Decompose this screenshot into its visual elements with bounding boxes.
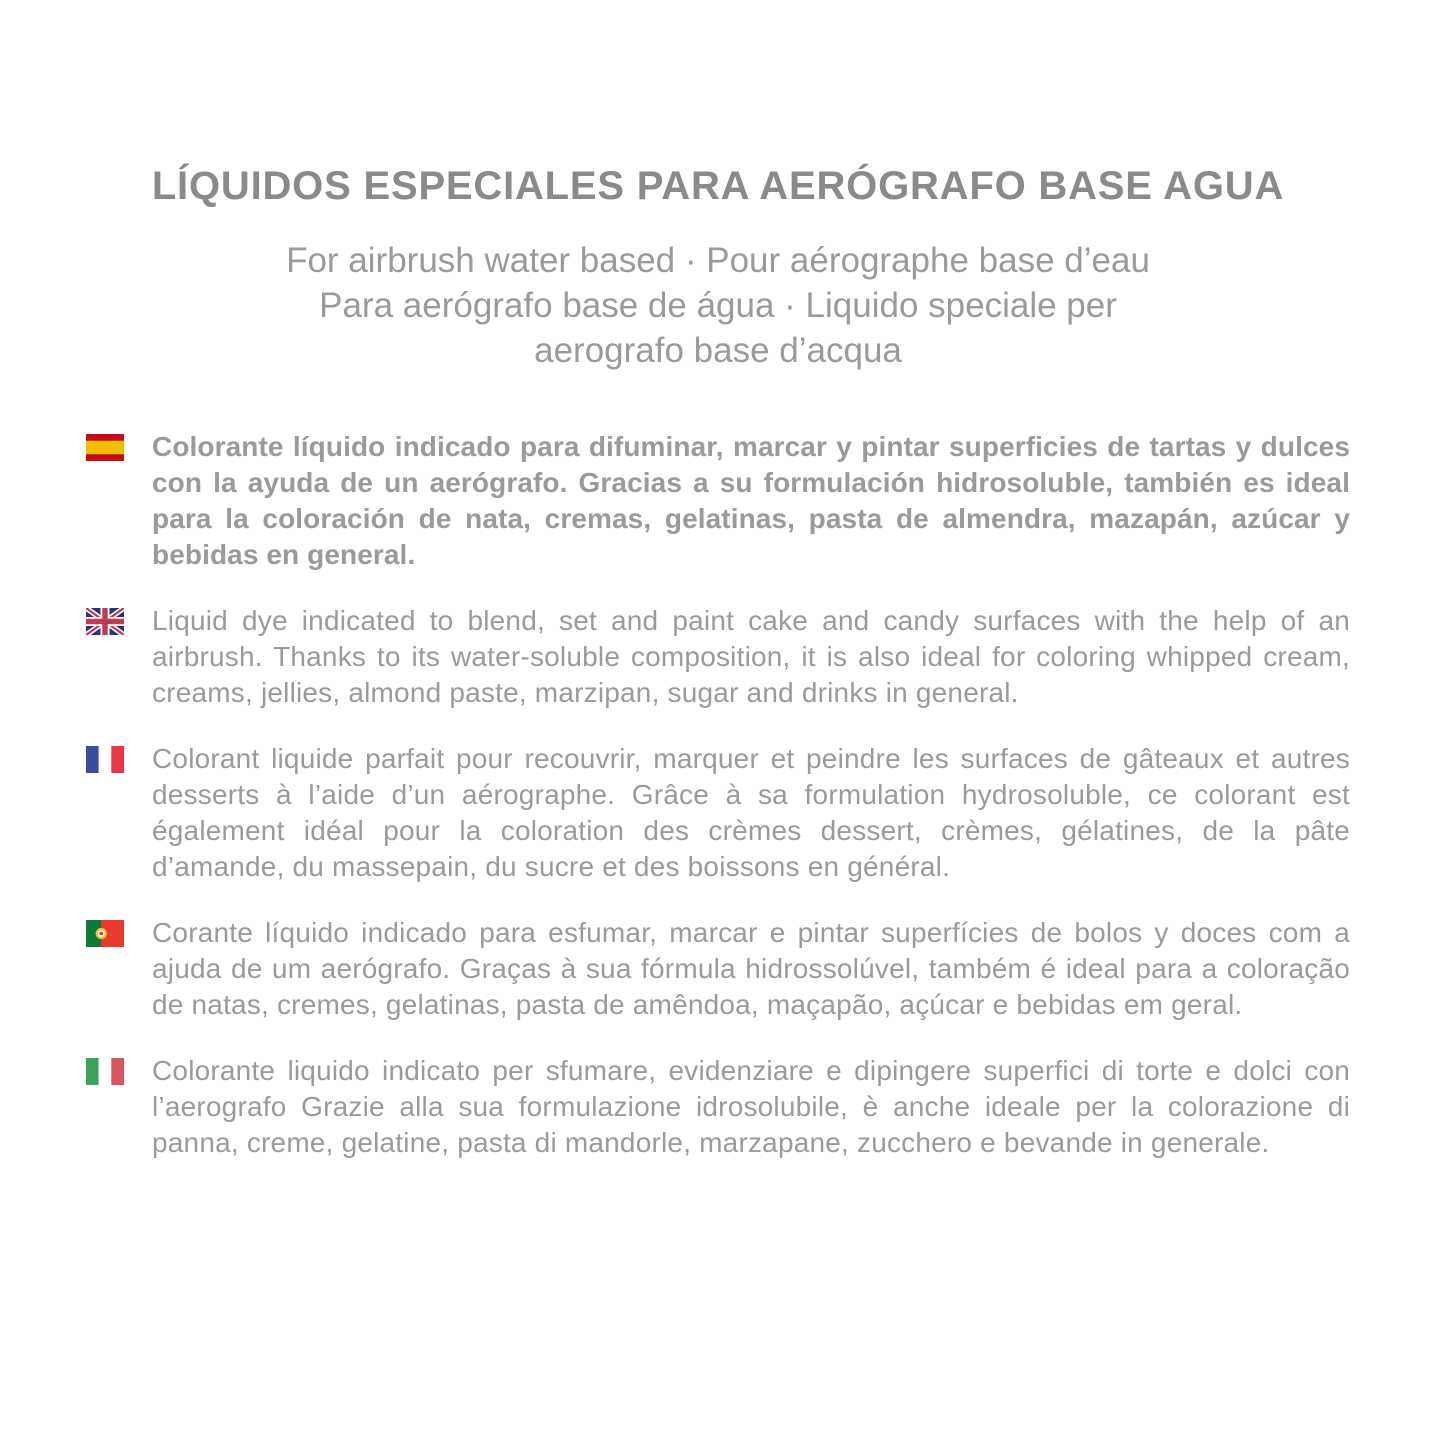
italy-flag-icon: [86, 1058, 124, 1085]
uk-flag-icon: [86, 608, 124, 635]
subtitle-line-2: Para aerógrafo base de água · Liquido speciale per: [319, 286, 1117, 325]
description-text-french: Colorant liquide parfait pour recouvrir, marquer et peindre les surfaces de gâteaux et autres desserts à l’aide d’un aérographe. Grâce à sa formulation hydrosoluble, ce colorant est également idéal pour la coloration des crèmes dessert, crèmes, gélatines, de la pâte d’amande, du massepain, du sucre et des boissons en général.: [152, 743, 1350, 882]
descriptions-list: [86, 429, 1350, 1161]
description-text-italian: Colorante liquido indicato per sfumare, evidenziare e dipingere superfici di torte e dolci con l’aerografo Grazie alla sua formulazione idrosolubile, è anche ideale per la colorazione di panna, creme, gelatine, pasta di mandorle, marzapane, zucchero e bevande in generale.: [152, 1055, 1350, 1158]
description-portuguese: [86, 915, 1350, 1023]
subtitle: [86, 238, 1350, 373]
portugal-flag-icon: [86, 920, 124, 947]
page-title: LÍQUIDOS ESPECIALES PARA AERÓGRAFO BASE AGUA: [151, 164, 1285, 208]
description-text-english: Liquid dye indicated to blend, set and paint cake and candy surfaces with the help of an airbrush. Thanks to its water-soluble composition, it is also ideal for coloring whipped cream, creams, jellies, almond paste, marzipan, sugar and drinks in general.: [152, 605, 1350, 708]
subtitle-line-1: For airbrush water based · Pour aérographe base d’eau: [286, 241, 1150, 280]
subtitle-line-3: aerografo base d’acqua: [534, 331, 902, 370]
description-spanish: [86, 429, 1350, 573]
description-text-spanish: Colorante líquido indicado para difuminar, marcar y pintar superficies de tartas y dulces con la ayuda de un aerógrafo. Gracias a su formulación hidrosoluble, también es ideal para la coloración de nata, cremas, gelatinas, pasta de almendra, mazapán, azúcar y bebidas en general.: [152, 431, 1350, 570]
description-text-portuguese: Corante líquido indicado para esfumar, marcar e pintar superfícies de bolos y doces com a ajuda de um aerógrafo. Graças à sua fórmula hidrossolúvel, também é ideal para a coloração de natas, cremes, gelatinas, pasta de amêndoa, maçapão, açúcar e bebidas em geral.: [152, 917, 1350, 1020]
description-english: [86, 603, 1350, 711]
description-french: [86, 741, 1350, 885]
description-italian: [86, 1053, 1350, 1161]
spain-flag-icon: [86, 434, 124, 461]
france-flag-icon: [86, 746, 124, 773]
